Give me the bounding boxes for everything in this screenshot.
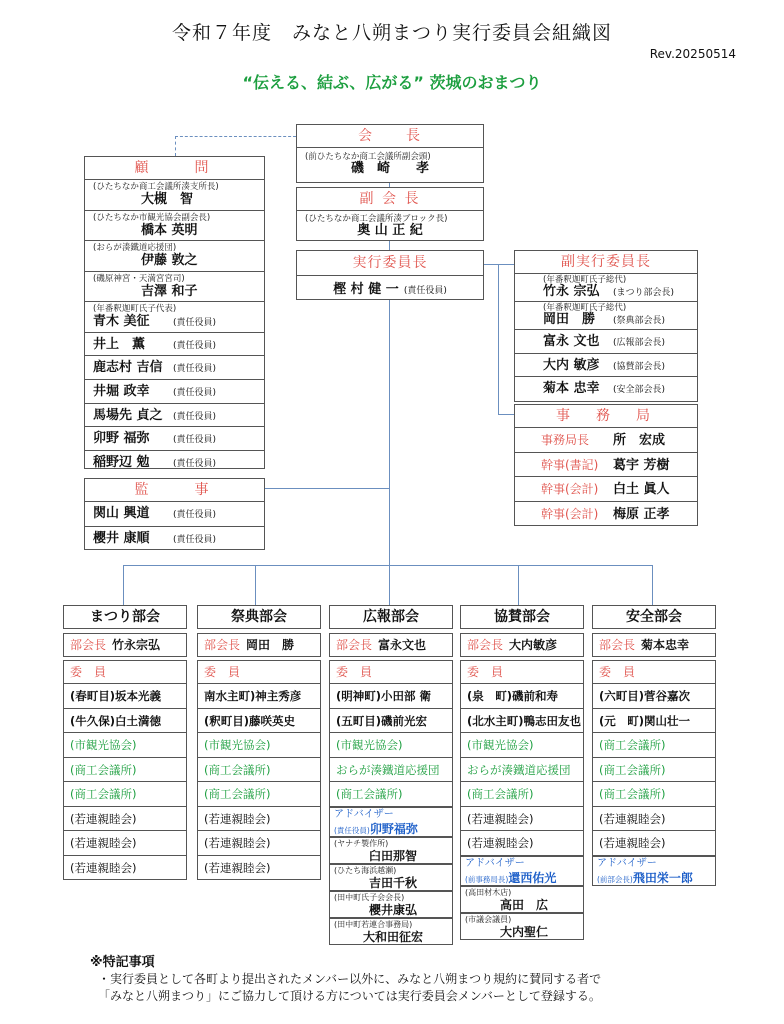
department-members-label: 委 員: [467, 665, 504, 679]
advisor-name: 吉澤 和子: [141, 283, 198, 299]
department-header-box: [63, 605, 187, 629]
department-member: (釈町目)藤咲英史: [198, 708, 320, 733]
vice-executive-affiliation: (年番釈迦町氏子総代): [543, 303, 627, 313]
advisor-role: (責任役員): [173, 364, 217, 375]
department-member: (泉 町)磯前和寿: [461, 683, 583, 708]
vice-executive-row: [515, 377, 697, 401]
department-chief-name: 竹永宗弘: [112, 638, 161, 652]
auditor-row: [85, 502, 264, 527]
department-member: (若連親睦会): [64, 855, 186, 880]
advisors-title: 顧 問: [85, 157, 264, 180]
vice-executive-role: (広報部会長): [613, 338, 666, 348]
department-extra-affiliation: (市議会議員): [465, 914, 512, 924]
department-member: (若連親睦会): [198, 806, 320, 831]
vice-executive-line: [515, 377, 697, 402]
department-chief-name: 大内敏彦: [509, 638, 558, 652]
secretariat-label: 事務局長: [541, 433, 590, 447]
advisor-affiliation: (年番釈迦町氏子代表): [93, 304, 177, 314]
advisor-role: (責任役員): [173, 318, 217, 328]
advisor-affiliation: (ひたちなか市観光協会副会長): [93, 212, 211, 223]
advisor-line: [85, 253, 264, 268]
department-member: (商工会議所): [593, 781, 715, 806]
department-extra-box: [460, 886, 584, 913]
department-member: (市観光協会): [198, 732, 320, 757]
department-advisor-role: (責任役員): [334, 825, 370, 835]
secretariat-name: 梅原 正孝: [613, 506, 670, 522]
auditors-box: [84, 478, 265, 550]
advisor-affiliation: (ひたちなか商工会議所湊支所長): [93, 182, 219, 192]
department-advisor-box: [329, 807, 453, 837]
department-advisor-role: (前事務局長): [465, 874, 509, 884]
department-member: おらが湊鐵道応援団: [330, 757, 452, 782]
department-member: (市観光協会): [330, 732, 452, 757]
chairman-box: [296, 124, 484, 183]
department-extra-box: [460, 913, 584, 940]
connector: [265, 488, 390, 489]
advisor-line: [85, 380, 264, 405]
department-extra-name: 大内聖仁: [499, 924, 548, 939]
advisor-role: (責任役員): [173, 435, 217, 446]
connector: [498, 414, 514, 415]
department-chief-name: 岡田 勝: [246, 638, 295, 652]
advisor-role: (責任役員): [173, 458, 217, 469]
secretariat-row: [515, 477, 697, 502]
department-members-box: [329, 660, 453, 807]
department-member: 南水主町)神主秀彦: [198, 683, 320, 708]
department-members-label: 委 員: [70, 665, 107, 679]
department-member: (商工会議所): [593, 732, 715, 757]
advisor-line: [85, 314, 264, 331]
advisor-name: 井堀 政幸: [93, 383, 150, 399]
department-chief-box: [460, 633, 584, 657]
executive-chair-box: [296, 250, 484, 300]
secretariat-name: 葛宇 芳樹: [613, 457, 670, 473]
vice-executive-name: 富永 文也: [543, 334, 600, 349]
department-extra-box: [329, 918, 453, 945]
vice-executive-line: [515, 354, 697, 379]
department-members-box: [460, 660, 584, 856]
connector: [255, 565, 256, 605]
secretariat-row: [515, 502, 697, 527]
department-chief-box: [592, 633, 716, 657]
department-extra-box: [329, 891, 453, 918]
executive-chair-title: 実行委員長: [297, 251, 483, 276]
advisor-row: [85, 356, 264, 380]
department-advisor-name: 卯野福弥: [369, 821, 418, 836]
department-member: (商工会議所): [461, 781, 583, 806]
connector: [498, 264, 499, 415]
department-extra-name: 高田 広: [499, 897, 548, 912]
department-advisor-name: 飛田栄一郎: [632, 870, 693, 885]
connector: [175, 136, 176, 156]
department-header-box: [197, 605, 321, 629]
advisor-row: [85, 213, 264, 242]
department-extra-affiliation: (高田材木店): [465, 887, 512, 897]
department-extra-affiliation: (田中町氏子会会長): [334, 892, 405, 902]
department-advisor-name: 還西佑光: [508, 870, 557, 885]
department-member: (若連親睦会): [461, 806, 583, 831]
advisor-affiliation: (おらが湊鐵道応援団): [93, 243, 177, 253]
department-member: (商工会議所): [198, 757, 320, 782]
vice-executive-row: [515, 275, 697, 302]
vice-executive-role: (まつり部会長): [613, 288, 675, 298]
department-chief-label: 部会長: [204, 638, 241, 652]
department-member: (市観光協会): [64, 732, 186, 757]
department-name: まつり部会: [90, 609, 160, 625]
department-members-box: [63, 660, 187, 880]
notes-title: ※特記事項: [90, 955, 155, 970]
department-advisor-label: アドバイザー: [334, 808, 394, 820]
vice-executive-name: 竹永 宗弘: [543, 284, 600, 299]
auditor-role: (責任役員): [173, 534, 217, 545]
department-member: (六町目)菅谷嘉次: [593, 683, 715, 708]
connector: [389, 300, 390, 490]
vice-executive-line: [515, 330, 697, 355]
department-advisor-box: [592, 856, 716, 886]
department-name: 広報部会: [363, 609, 419, 625]
department-chief-label: 部会長: [599, 638, 636, 652]
department-members-box: [197, 660, 321, 880]
department-extra-name: 臼田那智: [368, 848, 417, 863]
advisor-name: 伊藤 敦之: [141, 253, 198, 268]
notes: [90, 954, 601, 1005]
connector: [389, 488, 390, 566]
advisor-name: 大槻 智: [141, 192, 194, 207]
advisor-row: [85, 333, 264, 357]
advisor-name: 橋本 英明: [141, 222, 198, 238]
department-extra-box: [329, 837, 453, 864]
advisor-name: 青木 美征: [93, 314, 150, 329]
department-chief-box: [197, 633, 321, 657]
advisor-row: [85, 243, 264, 272]
advisor-line: [85, 284, 264, 299]
department-member: (若連親睦会): [461, 830, 583, 855]
department-member: (五町目)磯前光宏: [330, 708, 452, 733]
advisor-affiliation: (磯原神宮・天満宮宮司): [93, 273, 185, 284]
vice-executive-row: [515, 303, 697, 330]
vice-executive-title: 副実行委員長: [515, 251, 697, 274]
department-chief-box: [329, 633, 453, 657]
advisors-box: [84, 156, 265, 469]
connector: [123, 565, 653, 566]
department-member: おらが湊鐵道応援団: [461, 757, 583, 782]
secretariat-row: [515, 453, 697, 478]
department-member: (牛久保)白土満徳: [64, 708, 186, 733]
vice-executive-line: [515, 285, 697, 300]
vice-executive-role: (協賛部会長): [613, 361, 666, 372]
department-member: (若連親睦会): [198, 830, 320, 855]
department-members-label: 委 員: [599, 665, 636, 679]
connector: [175, 136, 296, 137]
vice-executive-name: 菊本 忠幸: [543, 381, 600, 396]
advisor-line: [85, 427, 264, 452]
secretariat-row: [515, 428, 697, 453]
executive-chair-role: (責任役員): [403, 286, 447, 296]
vice-executive-role: (祭典部会長): [613, 316, 666, 326]
vice-executive-box: [514, 250, 698, 402]
auditor-role: (責任役員): [173, 510, 217, 520]
department-member: (若連親睦会): [198, 855, 320, 880]
advisor-role: (責任役員): [173, 387, 217, 398]
department-extra-name: 大和田征宏: [362, 929, 423, 944]
vice-executive-role: (安全部会長): [613, 385, 666, 395]
advisor-line: [85, 451, 264, 476]
department-chief-name: 富永文也: [378, 638, 427, 652]
department-member: (北水主町)鴨志田友也: [461, 708, 583, 733]
secretariat-title: 事 務 局: [515, 405, 697, 428]
advisor-row: [85, 304, 264, 333]
advisor-row: [85, 404, 264, 428]
department-advisor-role: (前部会長): [597, 874, 633, 884]
department-advisor-line: [334, 821, 452, 836]
advisor-line: [85, 192, 264, 207]
department-member: (若連親睦会): [593, 830, 715, 855]
department-members-label: 委 員: [336, 665, 373, 679]
department-extra-affiliation: (田中町若連合事務局): [334, 919, 413, 929]
advisor-name: 井上 薫: [93, 336, 146, 352]
advisor-row: [85, 274, 264, 303]
advisor-name: 馬場先 貞之: [93, 407, 163, 423]
department-members-label: 委 員: [204, 665, 241, 679]
advisor-line: [85, 356, 264, 381]
advisor-line: [85, 404, 264, 429]
department-member: (商工会議所): [64, 781, 186, 806]
vice-executive-affiliation: (年番釈迦町氏子総代): [543, 275, 627, 285]
department-extra-name: 吉田千秋: [368, 875, 417, 890]
department-members-box: [592, 660, 716, 856]
department-member: (市観光協会): [461, 732, 583, 757]
department-extra-name: 櫻井康弘: [368, 902, 417, 917]
department-advisor-box: [460, 856, 584, 886]
advisor-role: (責任役員): [173, 411, 217, 422]
advisor-role: (責任役員): [173, 340, 217, 351]
department-advisor-line: [465, 870, 583, 885]
department-extra-affiliation: (ヤナチ製作所): [334, 838, 389, 848]
department-name: 協賛部会: [494, 609, 550, 625]
department-member: (若連親睦会): [593, 806, 715, 831]
secretariat-name: 白土 眞人: [613, 482, 670, 497]
department-header-box: [460, 605, 584, 629]
vice-executive-line: [515, 313, 697, 328]
advisor-row: [85, 427, 264, 451]
department-header-box: [592, 605, 716, 629]
department-member: (春町目)坂本光義: [64, 683, 186, 708]
department-chief-name: 菊本忠幸: [641, 638, 690, 652]
advisor-name: 鹿志村 吉信: [93, 360, 163, 376]
vice-chairman-name: 奥 山 正 紀: [357, 223, 423, 238]
department-advisor-label: アドバイザー: [465, 857, 525, 869]
secretariat-label: 幹事(会計): [541, 506, 599, 521]
connector: [652, 565, 653, 605]
notes-line: ・実行委員として各町より提出されたメンバー以外に、みなと八朔まつり規約に賛同する者で: [98, 972, 602, 986]
auditor-name: 関山 興道: [93, 506, 150, 521]
department-chief-label: 部会長: [467, 638, 504, 652]
advisor-row: [85, 380, 264, 404]
department-member: (元 町)関山壮一: [593, 708, 715, 733]
vice-chairman-box: [296, 187, 484, 241]
vice-chairman-affiliation: (ひたちなか商工会議所湊ブロック長): [305, 214, 448, 224]
department-member: (商工会議所): [593, 757, 715, 782]
slogan: “伝える、結ぶ、広がる” 茨城のおまつり: [242, 73, 542, 92]
department-member: (若連親睦会): [64, 830, 186, 855]
auditors-title: 監 事: [85, 479, 264, 502]
vice-chairman-title: 副 会 長: [297, 188, 483, 211]
auditor-name: 櫻井 康順: [93, 530, 150, 546]
vice-executive-row: [515, 354, 697, 378]
secretariat-label: 幹事(会計): [541, 482, 599, 496]
department-extra-affiliation: (ひたち海浜越瀬): [334, 865, 397, 875]
department-chief-label: 部会長: [336, 638, 373, 652]
department-extra-box: [329, 864, 453, 891]
chairman-title: 会 長: [297, 125, 483, 148]
connector: [518, 565, 519, 605]
revision-label: Rev.20250514: [649, 47, 736, 61]
vice-executive-name: 岡田 勝: [543, 312, 596, 327]
secretariat-box: [514, 404, 698, 526]
executive-chair-name: 樫 村 健 一: [333, 282, 399, 297]
department-name: 祭典部会: [231, 609, 287, 625]
secretariat-name: 所 宏成: [613, 433, 666, 448]
department-member: (若連親睦会): [64, 806, 186, 831]
page-title: 令和７年度 みなと八朔まつり実行委員会組織図: [171, 22, 612, 44]
department-member: (商工会議所): [198, 781, 320, 806]
connector: [484, 264, 514, 265]
vice-executive-row: [515, 330, 697, 354]
connector: [389, 240, 390, 250]
auditor-row: [85, 527, 264, 552]
advisor-row: [85, 182, 264, 211]
chairman-affiliation: (前ひたちなか商工会議所副会頭): [305, 152, 431, 162]
department-header-box: [329, 605, 453, 629]
connector: [389, 565, 390, 605]
connector: [123, 565, 124, 605]
department-chief-box: [63, 633, 187, 657]
department-name: 安全部会: [626, 609, 682, 625]
advisor-line: [85, 223, 264, 238]
vice-executive-name: 大内 敏彦: [543, 357, 600, 373]
department-member: (明神町)小田部 衛: [330, 683, 452, 708]
department-advisor-line: [597, 870, 715, 885]
advisor-name: 卯野 福弥: [93, 431, 150, 447]
notes-line: 「みなと八朔まつり」にご協力して頂ける方については実行委員会メンバーとして登録する。: [98, 989, 601, 1003]
secretariat-label: 幹事(書記): [541, 457, 599, 472]
advisor-row: [85, 451, 264, 475]
department-member: (商工会議所): [330, 781, 452, 806]
advisor-line: [85, 333, 264, 358]
department-member: (商工会議所): [64, 757, 186, 782]
chairman-name: 磯 崎 孝: [350, 161, 429, 176]
department-chief-label: 部会長: [70, 638, 107, 652]
advisor-name: 稲野辺 勉: [93, 454, 150, 470]
department-advisor-label: アドバイザー: [597, 857, 657, 869]
